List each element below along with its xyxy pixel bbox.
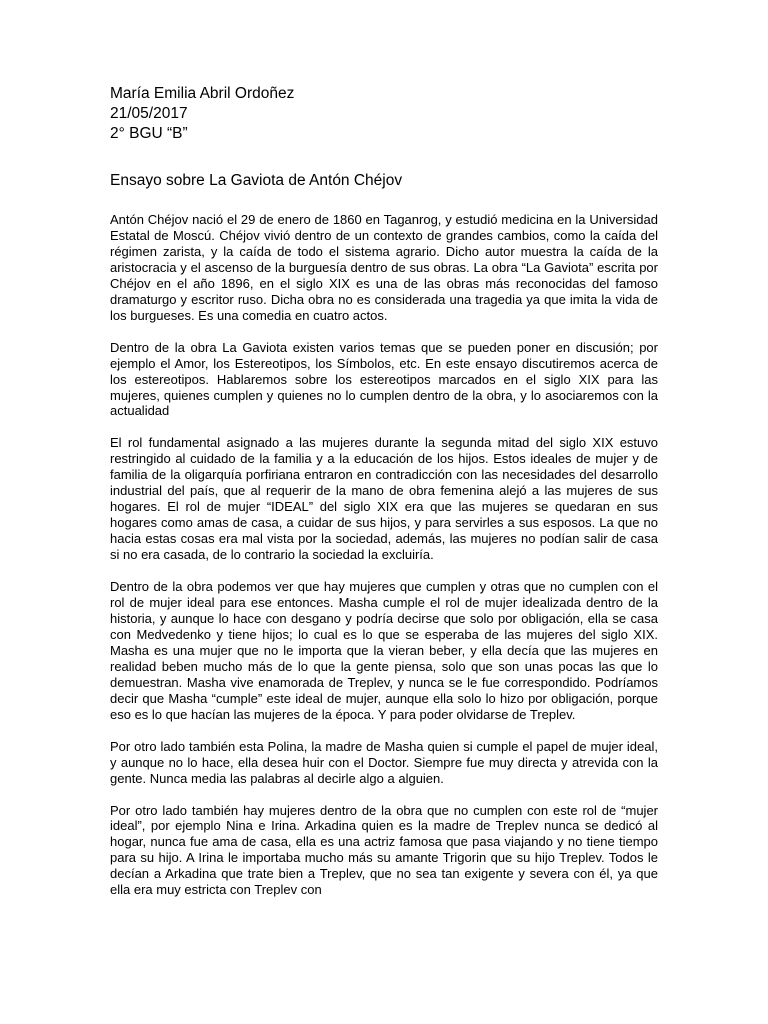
paragraph-arkadina: Por otro lado también hay mujeres dentro de la obra que no cumplen con este rol de “mujer ideal”, por ejemplo Nina e Irina. Arkadina quien es la madre de Treplev nunca se dedicó al hogar, nunca fue ama de casa, ella es una actriz famosa que pasa viajando y no tiene tiempo para su hijo. A Irina le importaba mucho más su amante Trigorin que su hijo Treplev. Todos le decían a Arkadina que trate bien a Treplev, que no sea tan exigente y severa con él, ya que ella era muy estricta con Treplev con bbox=[110, 802, 658, 898]
paragraph-polina: Por otro lado también esta Polina, la madre de Masha quien si cumple el papel de mujer ideal, y aunque no lo hace, ella desea huir con el Doctor. Siempre fue muy directa y atrevida con la gente. Nunca media las palabras al decirle algo a alguien. bbox=[110, 738, 658, 786]
course-label: 2° BGU “B” bbox=[110, 125, 188, 142]
author-name: María Emilia Abril Ordoñez bbox=[110, 85, 295, 102]
paragraph-intro: Antón Chéjov nació el 29 de enero de 1860 en Taganrog, y estudió medicina en la Universidad Estatal de Moscú. Chéjov vivió dentro de un contexto de grandes cambios, como la caída del régimen zarista, y la caída de todo el sistema agrario. Dicho autor muestra la caída de la aristocracia y el ascenso de la burguesía dentro de sus obras. La obra “La Gaviota” escrita por Chéjov en el año 1896, en el siglo XIX es una de las obras más reconocidas del famoso dramaturgo y escritor ruso. Dicha obra no es considerada una tragedia ya que imita la vida de los burgueses. Es una comedia en cuatro actos. bbox=[110, 212, 658, 323]
paragraph-womens-role: El rol fundamental asignado a las mujeres durante la segunda mitad del siglo XIX estuvo restringido al cuidado de la familia y a la educación de los hijos. Estos ideales de mujer y de familia de la oligarquía porfiriana entraron en contradicción con las necesidades del desarrollo industrial del país, que al requerir de la mano de obra femenina alejó a las mujeres de sus hogares. El rol de mujer “IDEAL” del siglo XIX era que las mujeres se quedaran en sus hogares como amas de casa, a cuidar de sus hijos, y para servirles a sus esposos. La que no hacia estas cosas era mal vista por la sociedad, además, las mujeres no podían salir de casa si no era casada, de lo contrario la sociedad la excluiría. bbox=[110, 435, 658, 563]
paragraph-themes: Dentro de la obra La Gaviota existen varios temas que se pueden poner en discusión; por ejemplo el Amor, los Estereotipos, los Símbolos, etc. En este ensayo discutiremos acerca de los estereotipos. Hablaremos sobre los estereotipos marcados en el siglo XIX para las mujeres, quienes cumplen y quienes no lo cumplen dentro de la obra, y lo asociaremos con la actualidad bbox=[110, 339, 658, 419]
paragraph-masha: Dentro de la obra podemos ver que hay mujeres que cumplen y otras que no cumplen con el rol de mujer ideal para ese entonces. Masha cumple el rol de mujer idealizada dentro de la historia, y aunque lo hace con desgano y podría decirse que solo por obligación, ella se casa con Medvedenko y tiene hijos; lo cual es lo que se esperaba de las mujeres del siglo XIX. Masha es una mujer que no le importa que la vieran beber, y ella decía que las mujeres en realidad beben mucho más de lo que la gente piensa, solo que son unas pocas las que lo demuestran. Masha vive enamorada de Treplev, y nunca se le fue correspondido. Podríamos decir que Masha “cumple” este ideal de mujer, aunque ella solo lo hizo por obligación, porque eso es lo que hacían las mujeres de la época. Y para poder olvidarse de Treplev. bbox=[110, 579, 658, 722]
document-body bbox=[110, 84, 658, 898]
essay-title: Ensayo sobre La Gaviota de Antón Chéjov bbox=[110, 172, 403, 189]
document-date: 21/05/2017 bbox=[110, 105, 188, 122]
